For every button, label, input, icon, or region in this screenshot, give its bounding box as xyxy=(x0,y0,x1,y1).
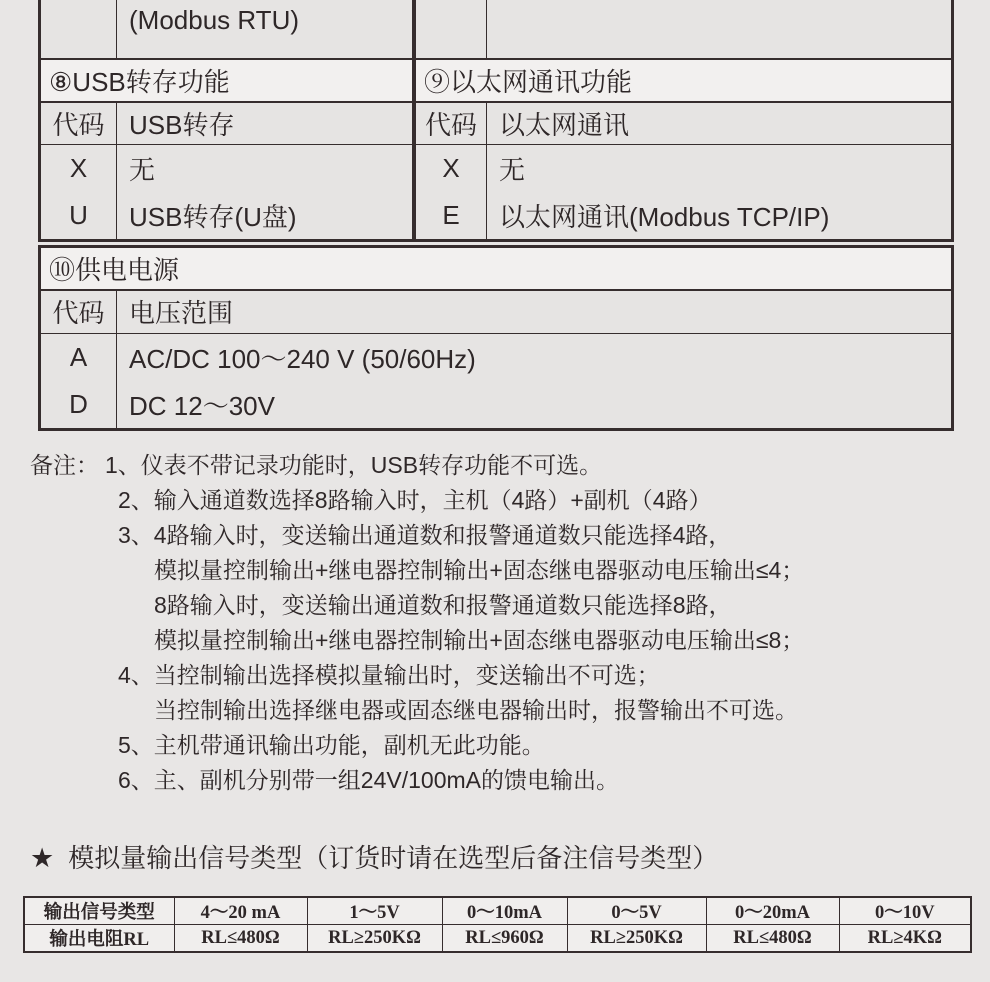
resistance-value: RL≥250KΩ xyxy=(567,925,706,953)
ethernet-code-cell xyxy=(415,145,487,241)
partial-desc-cell xyxy=(117,0,414,59)
table-row xyxy=(415,145,953,241)
signal-value: 4～20 mA xyxy=(174,897,307,925)
note-text: 1、仪表不带记录功能时，USB转存功能不可选。 xyxy=(105,452,603,478)
ethernet-column-header: 以太网通讯 xyxy=(487,102,953,145)
partial-code-cell xyxy=(415,0,487,59)
signal-value: 0～20mA xyxy=(706,897,839,925)
resistance-value: RL≤960Ω xyxy=(442,925,567,953)
table-row xyxy=(24,925,971,953)
note-line: 3、4路输入时，变送输出通道数和报警通道数只能选择4路， xyxy=(118,522,732,548)
code-value: X xyxy=(69,153,88,183)
usb-table-header: ⑧USB转存功能 xyxy=(40,59,414,102)
table-row xyxy=(40,333,953,429)
desc-value: DC 12～30V xyxy=(129,390,275,421)
note-line: 2、输入通道数选择8路输入时，主机（4路）+副机（4路） xyxy=(118,487,712,513)
partial-code-cell xyxy=(40,0,117,59)
ethernet-desc-cell xyxy=(487,145,953,241)
power-supply-table xyxy=(38,245,954,431)
note-line: 8路输入时，变送输出通道数和报警通道数只能选择8路， xyxy=(154,592,732,618)
notes-label: 备注： xyxy=(30,452,99,478)
modbus-rtu-text: (Modbus RTU) xyxy=(129,5,300,35)
partial-desc-cell xyxy=(487,0,953,59)
power-desc-cell xyxy=(117,333,953,429)
table-row xyxy=(415,59,953,102)
ethernet-table-header: ⑨以太网通讯功能 xyxy=(415,59,953,102)
desc-value: 无 xyxy=(499,155,526,185)
usb-transfer-table xyxy=(38,0,415,242)
signal-type-label: 输出信号类型 xyxy=(24,897,174,925)
resistance-label: 输出电阻RL xyxy=(24,925,174,953)
note-line: 4、当控制输出选择模拟量输出时，变送输出不可选； xyxy=(118,662,660,688)
resistance-value: RL≤480Ω xyxy=(706,925,839,953)
code-value: A xyxy=(69,341,88,372)
star-icon: ★ xyxy=(30,843,55,873)
note-line: 5、主机带通讯输出功能，副机无此功能。 xyxy=(118,732,545,758)
table-row xyxy=(40,0,414,59)
desc-value: AC/DC 100～240 V (50/60Hz) xyxy=(129,343,476,374)
code-column-header: 代码 xyxy=(40,102,117,145)
note-line: 6、主、副机分别带一组24V/100mA的馈电输出。 xyxy=(118,767,619,793)
code-column-header: 代码 xyxy=(415,102,487,145)
note-line xyxy=(0,448,804,483)
power-code-cell xyxy=(40,333,117,429)
code-value: U xyxy=(69,200,88,230)
code-value: X xyxy=(442,153,460,183)
signal-value: 0～10V xyxy=(839,897,971,925)
power-table-header: ⑩供电电源 xyxy=(40,247,953,291)
desc-value: 以太网通讯(Modbus TCP/IP) xyxy=(499,202,830,232)
resistance-value: RL≥4KΩ xyxy=(839,925,971,953)
code-column-header: 代码 xyxy=(40,290,117,333)
table-row xyxy=(40,145,414,241)
voltage-column-header: 电压范围 xyxy=(117,290,953,333)
table-row xyxy=(415,102,953,145)
signal-value: 0～5V xyxy=(567,897,706,925)
note-line: 模拟量控制输出+继电器控制输出+固态继电器驱动电压输出≤8； xyxy=(154,627,805,653)
ethernet-table xyxy=(413,0,954,242)
analog-signal-section-title xyxy=(30,841,718,875)
desc-value: USB转存(U盘) xyxy=(129,202,297,232)
usb-desc-cell xyxy=(117,145,414,241)
table-row xyxy=(40,59,414,102)
signal-type-table xyxy=(23,896,972,953)
signal-value: 1～5V xyxy=(307,897,442,925)
table-row xyxy=(40,247,953,291)
desc-value: 无 xyxy=(129,155,156,185)
usb-code-cell xyxy=(40,145,117,241)
note-line: 模拟量控制输出+继电器控制输出+固态继电器驱动电压输出≤4； xyxy=(154,557,805,583)
table-row xyxy=(415,0,953,59)
notes-block xyxy=(0,448,804,798)
code-value: D xyxy=(69,388,88,419)
resistance-value: RL≥250KΩ xyxy=(307,925,442,953)
signal-value: 0～10mA xyxy=(442,897,567,925)
usb-column-header: USB转存 xyxy=(117,102,414,145)
section-title-text: 模拟量输出信号类型（订货时请在选型后备注信号类型） xyxy=(68,843,719,873)
code-value: E xyxy=(442,200,460,230)
resistance-value: RL≤480Ω xyxy=(174,925,307,953)
note-line: 当控制输出选择继电器或固态继电器输出时，报警输出不可选。 xyxy=(154,697,798,723)
table-row xyxy=(24,897,971,925)
table-row xyxy=(40,290,953,333)
table-row xyxy=(40,102,414,145)
